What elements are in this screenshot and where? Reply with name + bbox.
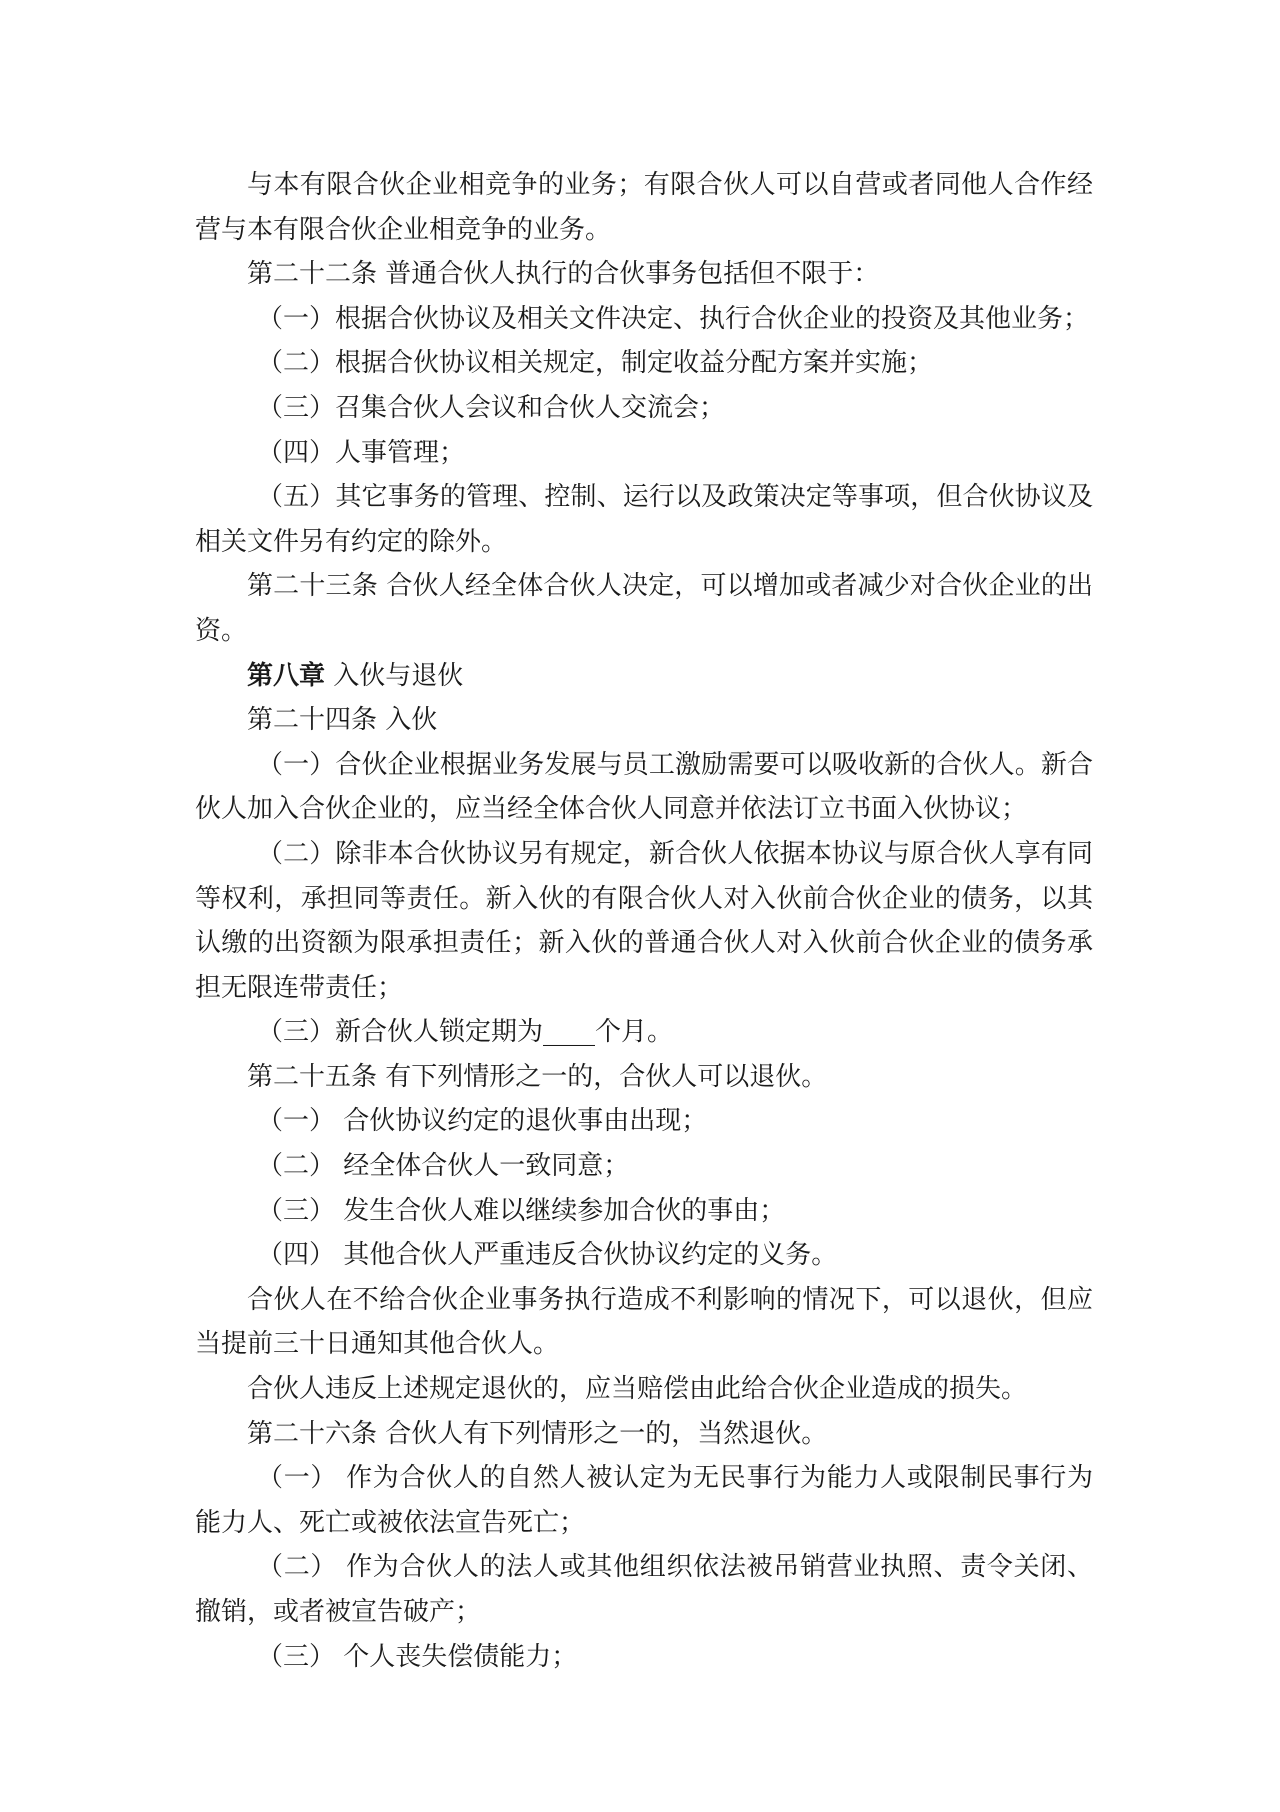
article-22-item-5: （五）其它事务的管理、控制、运行以及政策决定等事项，但合伙协议及相关文件另有约定的除外。 <box>195 482 1093 557</box>
article-25-liability: 合伙人违反上述规定退伙的，应当赔偿由此给合伙企业造成的损失。 <box>247 1374 1028 1405</box>
article-23: 第二十三条 合伙人经全体合伙人决定，可以增加或者减少对合伙企业的出资。 <box>195 571 1093 646</box>
article-25-item-4: （四） 其他合伙人严重违反合伙协议约定的义务。 <box>257 1240 838 1271</box>
chapter-8-number: 第八章 <box>247 660 326 691</box>
article-22-item-2: （二）根据合伙协议相关规定，制定收益分配方案并实施； <box>257 348 934 379</box>
article-26-heading: 第二十六条 合伙人有下列情形之一的，当然退伙。 <box>247 1418 828 1449</box>
article-25-item-2: （二） 经全体合伙人一致同意； <box>257 1151 630 1182</box>
article-26-item-3: （三） 个人丧失偿债能力； <box>257 1641 578 1672</box>
article-22-item-1: （一）根据合伙协议及相关文件决定、执行合伙企业的投资及其他业务； <box>257 303 1090 334</box>
article-25-heading: 第二十五条 有下列情形之一的，合伙人可以退伙。 <box>247 1061 828 1092</box>
article-24-heading: 第二十四条 入伙 <box>247 705 438 736</box>
article-22-item-4: （四）人事管理； <box>257 437 466 468</box>
article-26-item-2: （二） 作为合伙人的法人或其他组织依法被吊销营业执照、责令关闭、撤销，或者被宣告破产； <box>195 1552 1093 1627</box>
paragraph-competing-business: 与本有限合伙企业相竞争的业务；有限合伙人可以自营或者同他人合作经营与本有限合伙企业相竞争的业务。 <box>195 170 1093 245</box>
article-25-notice: 合伙人在不给合伙企业事务执行造成不利影响的情况下，可以退伙，但应当提前三十日通知其他合伙人。 <box>195 1284 1093 1360</box>
chapter-8-title: 入伙与退伙 <box>325 660 464 691</box>
chapter-8-heading <box>195 654 1093 699</box>
article-25-item-1: （一） 合伙协议约定的退伙事由出现； <box>257 1106 708 1137</box>
article-25-item-3: （三） 发生合伙人难以继续参加合伙的事由； <box>257 1195 786 1226</box>
article-24-item-1: （一）合伙企业根据业务发展与员工激励需要可以吸收新的合伙人。新合伙人加入合伙企业的，应当经全体合伙人同意并依法订立书面入伙协议； <box>195 749 1093 825</box>
document-body <box>195 163 1093 1679</box>
article-26-item-1: （一） 作为合伙人的自然人被认定为无民事行为能力人或限制民事行为能力人、死亡或被依法宣告死亡； <box>195 1463 1093 1538</box>
article-24-item-2: （二）除非本合伙协议另有规定，新合伙人依据本协议与原合伙人享有同等权利，承担同等责任。新入伙的有限合伙人对入伙前合伙企业的债务，以其认缴的出资额为限承担责任；新入伙的普通合伙人对入伙前合伙企业的债务承担无限连带责任； <box>195 838 1093 1003</box>
article-22-heading: 第二十二条 普通合伙人执行的合伙事务包括但不限于： <box>247 259 880 290</box>
article-22-item-3: （三）召集合伙人会议和合伙人交流会； <box>257 392 726 423</box>
article-24-item-3: （三）新合伙人锁定期为____个月。 <box>257 1017 674 1048</box>
